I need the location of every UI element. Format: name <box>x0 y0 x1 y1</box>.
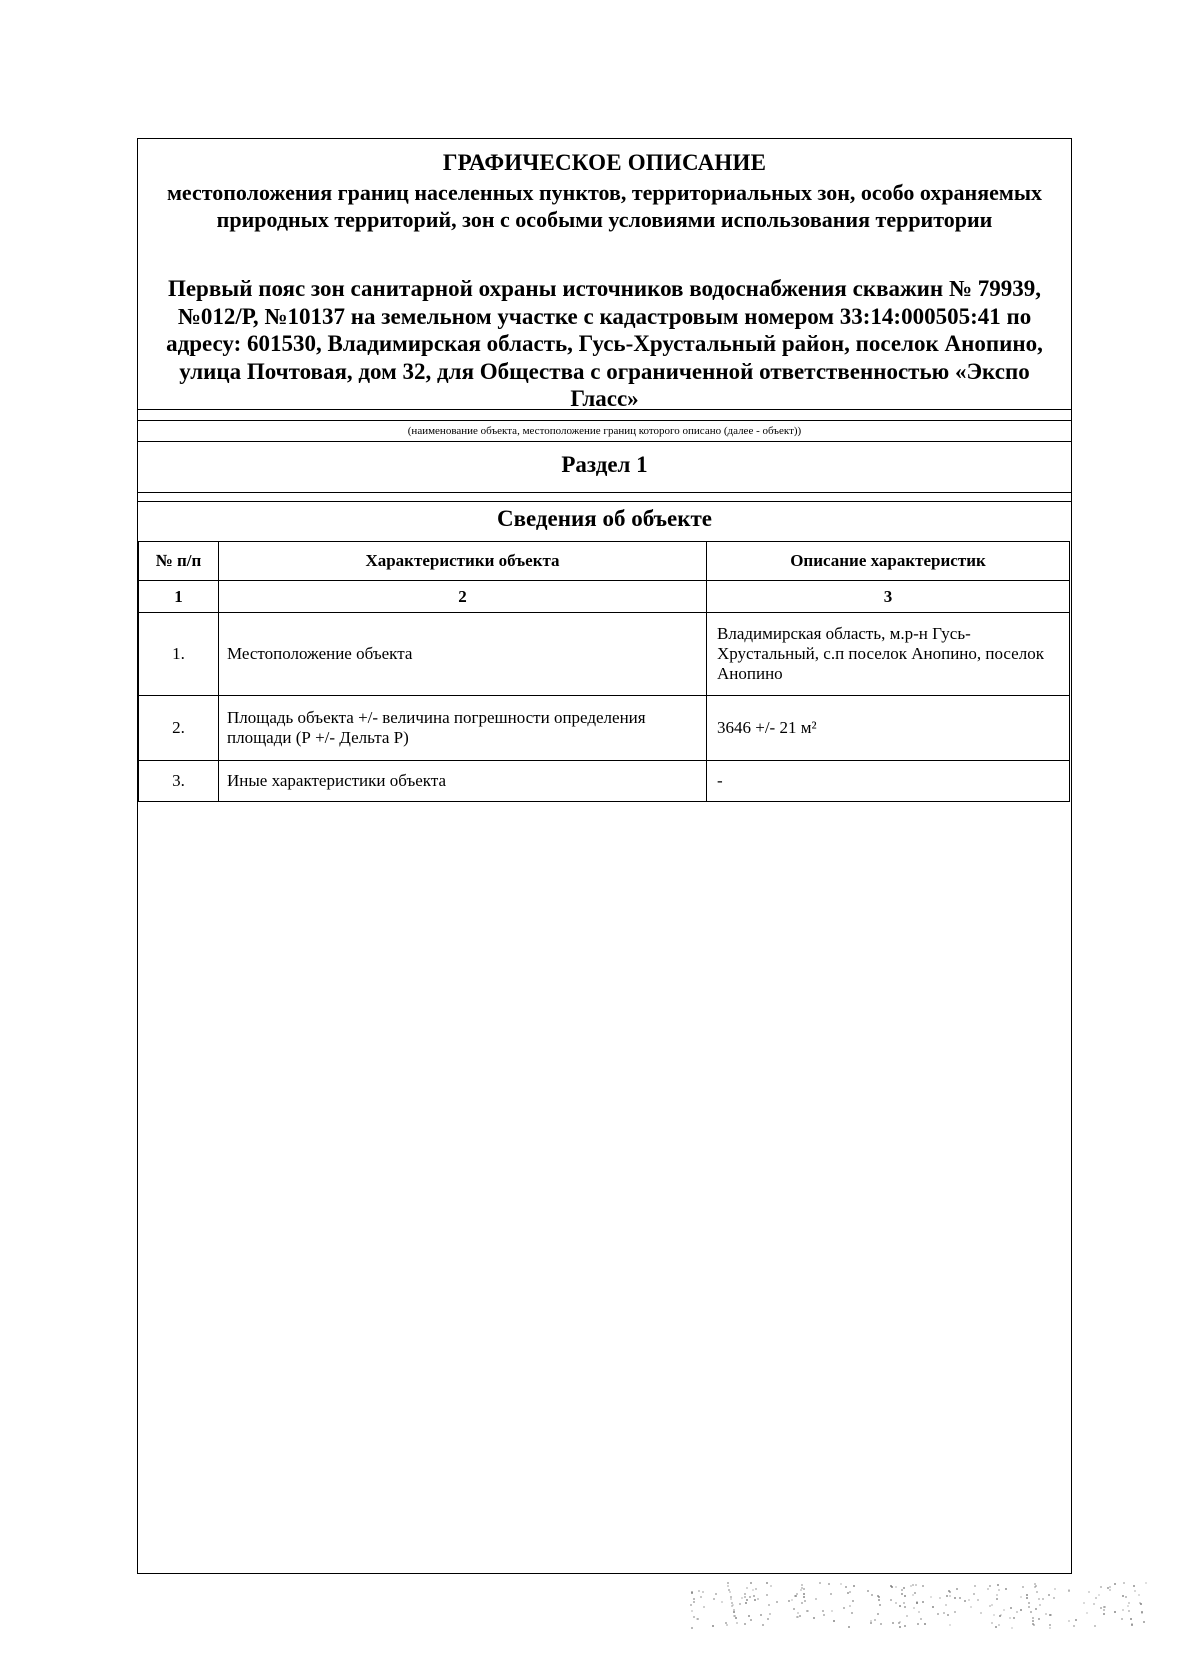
scan-dot <box>943 1612 945 1614</box>
scan-dot <box>797 1612 799 1614</box>
scan-dot <box>870 1622 872 1624</box>
scan-dot <box>959 1597 961 1599</box>
scan-dot <box>753 1595 755 1597</box>
scan-dot <box>1035 1608 1037 1610</box>
scan-dot <box>766 1582 768 1584</box>
scan-dot <box>874 1619 876 1621</box>
scan-dot <box>879 1604 881 1606</box>
scan-dot <box>1100 1586 1102 1588</box>
divider <box>138 441 1071 442</box>
scan-dot <box>989 1585 991 1587</box>
scan-dot <box>1036 1591 1038 1593</box>
scan-dot <box>899 1621 901 1623</box>
scan-dot <box>793 1608 795 1610</box>
scan-dot <box>930 1596 932 1598</box>
scan-dot <box>1049 1624 1051 1626</box>
scan-dot <box>732 1604 734 1606</box>
scan-dot <box>924 1623 926 1625</box>
row-description: Владимирская область, м.р-н Гусь-Хрустальный, с.п поселок Анопино, поселок Анопино <box>707 613 1070 696</box>
scan-dot <box>877 1613 879 1615</box>
scan-dot <box>1125 1596 1127 1598</box>
scan-dot <box>1054 1588 1056 1590</box>
scan-dot <box>1104 1606 1106 1608</box>
scan-dot <box>754 1599 756 1601</box>
scan-dot <box>895 1602 897 1604</box>
scan-dot <box>767 1618 769 1620</box>
scan-dot <box>794 1595 796 1597</box>
scan-dot <box>749 1596 751 1598</box>
scan-dot <box>878 1599 880 1601</box>
scan-dot <box>1042 1598 1044 1600</box>
scan-dot <box>954 1611 956 1613</box>
scan-dot <box>1114 1611 1116 1613</box>
scan-dot <box>1145 1582 1147 1584</box>
scan-dot <box>1140 1603 1142 1605</box>
scan-dot <box>1073 1625 1075 1627</box>
scan-dot <box>890 1585 892 1587</box>
scan-dot <box>904 1606 906 1608</box>
scan-dot <box>853 1585 855 1587</box>
scan-dot <box>1030 1611 1032 1613</box>
scan-dot <box>1107 1587 1109 1589</box>
scan-dot <box>800 1589 802 1591</box>
scan-dot <box>956 1588 958 1590</box>
row-characteristic: Иные характеристики объекта <box>219 761 707 802</box>
scan-dot <box>1020 1596 1022 1598</box>
scan-dot <box>920 1618 922 1620</box>
scan-dot <box>729 1591 731 1593</box>
row-description: 3646 +/- 21 м² <box>707 696 1070 761</box>
scan-dot <box>995 1626 997 1628</box>
scan-dot <box>914 1592 916 1594</box>
scan-dot <box>913 1607 915 1609</box>
scan-dot <box>721 1601 723 1603</box>
scan-dot <box>803 1593 805 1595</box>
scan-dot <box>968 1599 970 1601</box>
divider <box>138 492 1071 493</box>
scan-dot <box>1005 1588 1007 1590</box>
document-subtitle: местоположения границ населенных пунктов, территориальных зон, особо охраняемых природных территорий, зон с особыми условиями использования территории <box>166 180 1043 232</box>
scan-noise <box>690 1582 1150 1632</box>
scan-dot <box>796 1593 798 1595</box>
scan-dot <box>727 1582 729 1584</box>
scan-dot <box>1026 1597 1028 1599</box>
scan-dot <box>1109 1589 1111 1591</box>
divider <box>138 420 1071 421</box>
divider <box>138 501 1071 502</box>
scan-dot <box>1121 1618 1123 1620</box>
scan-dot <box>703 1606 705 1608</box>
scan-dot <box>987 1588 989 1590</box>
scan-dot <box>954 1597 956 1599</box>
scan-dot <box>999 1615 1001 1617</box>
scan-dot <box>922 1585 924 1587</box>
scan-dot <box>993 1614 995 1616</box>
scan-dot <box>750 1582 752 1584</box>
scan-dot <box>815 1598 817 1600</box>
scan-dot <box>1049 1627 1051 1629</box>
scan-dot <box>1068 1620 1070 1622</box>
scan-dot <box>691 1627 693 1629</box>
scan-dot <box>690 1604 692 1606</box>
scan-dot <box>949 1624 951 1626</box>
scan-dot <box>906 1615 908 1617</box>
scan-dot <box>937 1613 939 1615</box>
scan-dot <box>948 1590 950 1592</box>
scan-dot <box>1009 1617 1011 1619</box>
scan-dot <box>890 1599 892 1601</box>
scan-dot <box>1093 1603 1095 1605</box>
scan-dot <box>939 1597 941 1599</box>
scan-dot <box>1098 1594 1100 1596</box>
scan-dot <box>1026 1594 1028 1596</box>
scan-dot <box>849 1591 851 1593</box>
scan-dot <box>744 1623 746 1625</box>
scan-dot <box>702 1591 704 1593</box>
scan-dot <box>1049 1614 1051 1616</box>
scan-dot <box>964 1600 966 1602</box>
scan-dot <box>726 1624 728 1626</box>
scan-dot <box>916 1602 918 1604</box>
scan-dot <box>1138 1594 1140 1596</box>
document-header <box>138 139 1071 423</box>
row-number: 1. <box>139 613 219 696</box>
table-row <box>139 696 1070 761</box>
column-header-description: Описание характеристик <box>707 542 1070 581</box>
scan-dot <box>996 1594 998 1596</box>
scan-dot <box>713 1598 715 1600</box>
scan-dot <box>1028 1602 1030 1604</box>
document-title: ГРАФИЧЕСКОЕ ОПИСАНИЕ <box>442 150 767 175</box>
scan-dot <box>769 1613 771 1615</box>
scan-dot <box>1094 1625 1096 1627</box>
scan-dot <box>799 1615 801 1617</box>
scan-dot <box>1011 1627 1013 1629</box>
scan-dot <box>1022 1586 1024 1588</box>
scan-dot <box>831 1610 833 1612</box>
scan-dot <box>803 1596 805 1598</box>
scan-dot <box>807 1610 809 1612</box>
scan-dot <box>998 1624 1000 1626</box>
scan-dot <box>744 1593 746 1595</box>
scan-dot <box>770 1585 772 1587</box>
row-description: - <box>707 761 1070 802</box>
scan-dot <box>768 1604 770 1606</box>
scan-dot <box>801 1584 803 1586</box>
scan-dot <box>744 1596 746 1598</box>
scan-dot <box>833 1620 835 1622</box>
scan-dot <box>912 1584 914 1586</box>
table-row <box>139 613 1070 696</box>
document-frame <box>137 138 1072 1574</box>
scan-dot <box>693 1598 695 1600</box>
scan-dot <box>1128 1610 1130 1612</box>
scan-dot <box>945 1604 947 1606</box>
scan-dot <box>1083 1602 1085 1604</box>
scan-dot <box>766 1594 768 1596</box>
section-title: Раздел 1 <box>561 452 648 477</box>
scan-dot <box>878 1596 880 1598</box>
scan-dot <box>691 1610 693 1612</box>
scan-dot <box>801 1602 803 1604</box>
scan-dot <box>1034 1586 1036 1588</box>
row-characteristic: Местоположение объекта <box>219 613 707 696</box>
scan-dot <box>1134 1590 1136 1592</box>
scan-dot <box>1086 1612 1088 1614</box>
scan-dot <box>739 1603 741 1605</box>
scan-dot <box>712 1625 714 1627</box>
scan-dot <box>895 1586 897 1588</box>
scan-dot <box>899 1626 901 1628</box>
scan-dot <box>899 1605 901 1607</box>
scan-dot <box>904 1595 906 1597</box>
scan-dot <box>1068 1590 1070 1592</box>
scan-dot <box>1048 1594 1050 1596</box>
scan-dot <box>823 1614 825 1616</box>
scan-dot <box>1053 1597 1055 1599</box>
scan-dot <box>892 1622 894 1624</box>
scan-dot <box>776 1601 778 1603</box>
scan-dot <box>946 1595 948 1597</box>
scan-dot <box>1010 1607 1012 1609</box>
scan-dot <box>910 1585 912 1587</box>
scan-dot <box>1114 1583 1116 1585</box>
scan-dot <box>757 1598 759 1600</box>
scan-dot <box>791 1599 793 1601</box>
scan-dot <box>735 1617 737 1619</box>
object-caption: (наименование объекта, местоположение границ которого описано (далее - объект)) <box>407 425 802 437</box>
scan-dot <box>822 1610 824 1612</box>
scan-dot <box>997 1584 999 1586</box>
scan-dot <box>788 1600 790 1602</box>
scan-dot <box>693 1616 695 1618</box>
scan-dot <box>813 1617 815 1619</box>
scan-dot <box>903 1587 905 1589</box>
scan-dot <box>819 1582 821 1584</box>
scan-dot <box>736 1622 738 1624</box>
scan-dot <box>1143 1621 1145 1623</box>
scan-dot <box>730 1598 732 1600</box>
scan-dot <box>1013 1617 1015 1619</box>
scan-dot <box>843 1607 845 1609</box>
scan-dot <box>849 1605 851 1607</box>
scan-dot <box>746 1599 748 1601</box>
scan-dot <box>1003 1609 1005 1611</box>
scan-dot <box>691 1592 693 1594</box>
scan-dot <box>973 1593 975 1595</box>
scan-dot <box>1100 1607 1102 1609</box>
scan-dot <box>947 1614 949 1616</box>
scan-dot <box>1103 1609 1105 1611</box>
scan-dot <box>903 1602 905 1604</box>
scan-dot <box>727 1585 729 1587</box>
scan-dot <box>871 1594 873 1596</box>
scan-dot <box>830 1593 832 1595</box>
scan-dot <box>804 1600 806 1602</box>
table-row <box>139 761 1070 802</box>
scan-dot <box>977 1599 979 1601</box>
scan-dot <box>1130 1618 1132 1620</box>
scan-dot <box>741 1597 743 1599</box>
scan-dot <box>796 1616 798 1618</box>
scan-dot <box>760 1614 762 1616</box>
scan-dot <box>991 1622 993 1624</box>
scan-dot <box>745 1602 747 1604</box>
object-info-table <box>138 541 1070 802</box>
scan-dot <box>1032 1620 1034 1622</box>
scan-dot <box>1128 1602 1130 1604</box>
table-header-row <box>139 542 1070 581</box>
scan-dot <box>1122 1595 1124 1597</box>
scan-dot <box>974 1585 976 1587</box>
scan-dot <box>998 1589 1000 1591</box>
scan-dot <box>693 1601 695 1603</box>
scan-dot <box>1020 1609 1022 1611</box>
scan-dot <box>991 1604 993 1606</box>
scan-dot <box>698 1590 700 1592</box>
column-number: 1 <box>139 581 219 613</box>
scan-dot <box>852 1600 854 1602</box>
scan-dot <box>755 1588 757 1590</box>
scan-dot <box>917 1623 919 1625</box>
scan-dot <box>845 1586 847 1588</box>
scan-dot <box>848 1626 850 1628</box>
scan-dot <box>851 1612 853 1614</box>
scan-dot <box>932 1606 934 1608</box>
scan-dot <box>1123 1582 1125 1584</box>
scan-dot <box>750 1619 752 1621</box>
scan-dot <box>996 1598 998 1600</box>
column-header-characteristic: Характеристики объекта <box>219 542 707 581</box>
scan-dot <box>1038 1618 1040 1620</box>
column-number: 2 <box>219 581 707 613</box>
scan-dot <box>752 1589 754 1591</box>
scan-dot <box>715 1593 717 1595</box>
scan-dot <box>762 1624 764 1626</box>
scan-dot <box>700 1596 702 1598</box>
scan-dot <box>922 1601 924 1603</box>
object-name: Первый пояс зон санитарной охраны источников водоснабжения скважин № 79939, №012/Р, №10137 на земельном участке с кадастровым номером 33:14:000505:41 по адресу: 601530, Владимирская область, Гусь-Хрустальный район, поселок Анопино, улица Почтовая, дом 32, для Общества с ограниченной ответственностью «Экспо Гласс» <box>166 276 1043 411</box>
scan-dot <box>915 1584 917 1586</box>
scan-dot <box>989 1605 991 1607</box>
scan-dot <box>1109 1586 1111 1588</box>
section-subtitle: Сведения об объекте <box>496 506 713 531</box>
scan-dot <box>696 1618 698 1620</box>
scan-dot <box>1028 1606 1030 1608</box>
scan-dot <box>904 1625 906 1627</box>
row-characteristic: Площадь объекта +/- величина погрешности определения площади (Р +/- Дельта Р) <box>219 696 707 761</box>
scan-dot <box>1131 1623 1133 1625</box>
divider <box>138 409 1071 410</box>
scan-dot <box>1095 1597 1097 1599</box>
scan-dot <box>1038 1598 1040 1600</box>
scan-dot <box>748 1615 750 1617</box>
scan-dot <box>803 1588 805 1590</box>
scan-dot <box>880 1623 882 1625</box>
scan-dot <box>746 1587 748 1589</box>
scan-dot <box>980 1612 982 1614</box>
scan-dot <box>1034 1583 1036 1585</box>
scan-dot <box>1075 1619 1077 1621</box>
scan-dot <box>1032 1617 1034 1619</box>
scan-dot <box>1016 1611 1018 1613</box>
scan-dot <box>733 1611 735 1613</box>
column-number: 3 <box>707 581 1070 613</box>
scan-dot <box>1032 1623 1034 1625</box>
scan-dot <box>1133 1585 1135 1587</box>
scan-dot <box>1103 1613 1105 1615</box>
scan-dot <box>840 1583 842 1585</box>
scan-dot <box>949 1595 951 1597</box>
scan-dot <box>912 1594 914 1596</box>
row-number: 3. <box>139 761 219 802</box>
column-header-num: № п/п <box>139 542 219 581</box>
scan-dot <box>1127 1605 1129 1607</box>
scan-dot <box>1088 1591 1090 1593</box>
scan-dot <box>918 1611 920 1613</box>
scan-dot <box>1141 1612 1143 1614</box>
scan-dot <box>828 1583 830 1585</box>
scan-dot <box>970 1606 972 1608</box>
scan-dot <box>1122 1609 1124 1611</box>
scan-dot <box>1045 1613 1047 1615</box>
column-numbers-row <box>139 581 1070 613</box>
scan-dot <box>901 1589 903 1591</box>
scan-dot <box>1039 1604 1041 1606</box>
scan-dot <box>867 1590 869 1592</box>
row-number: 2. <box>139 696 219 761</box>
scan-dot <box>901 1593 903 1595</box>
